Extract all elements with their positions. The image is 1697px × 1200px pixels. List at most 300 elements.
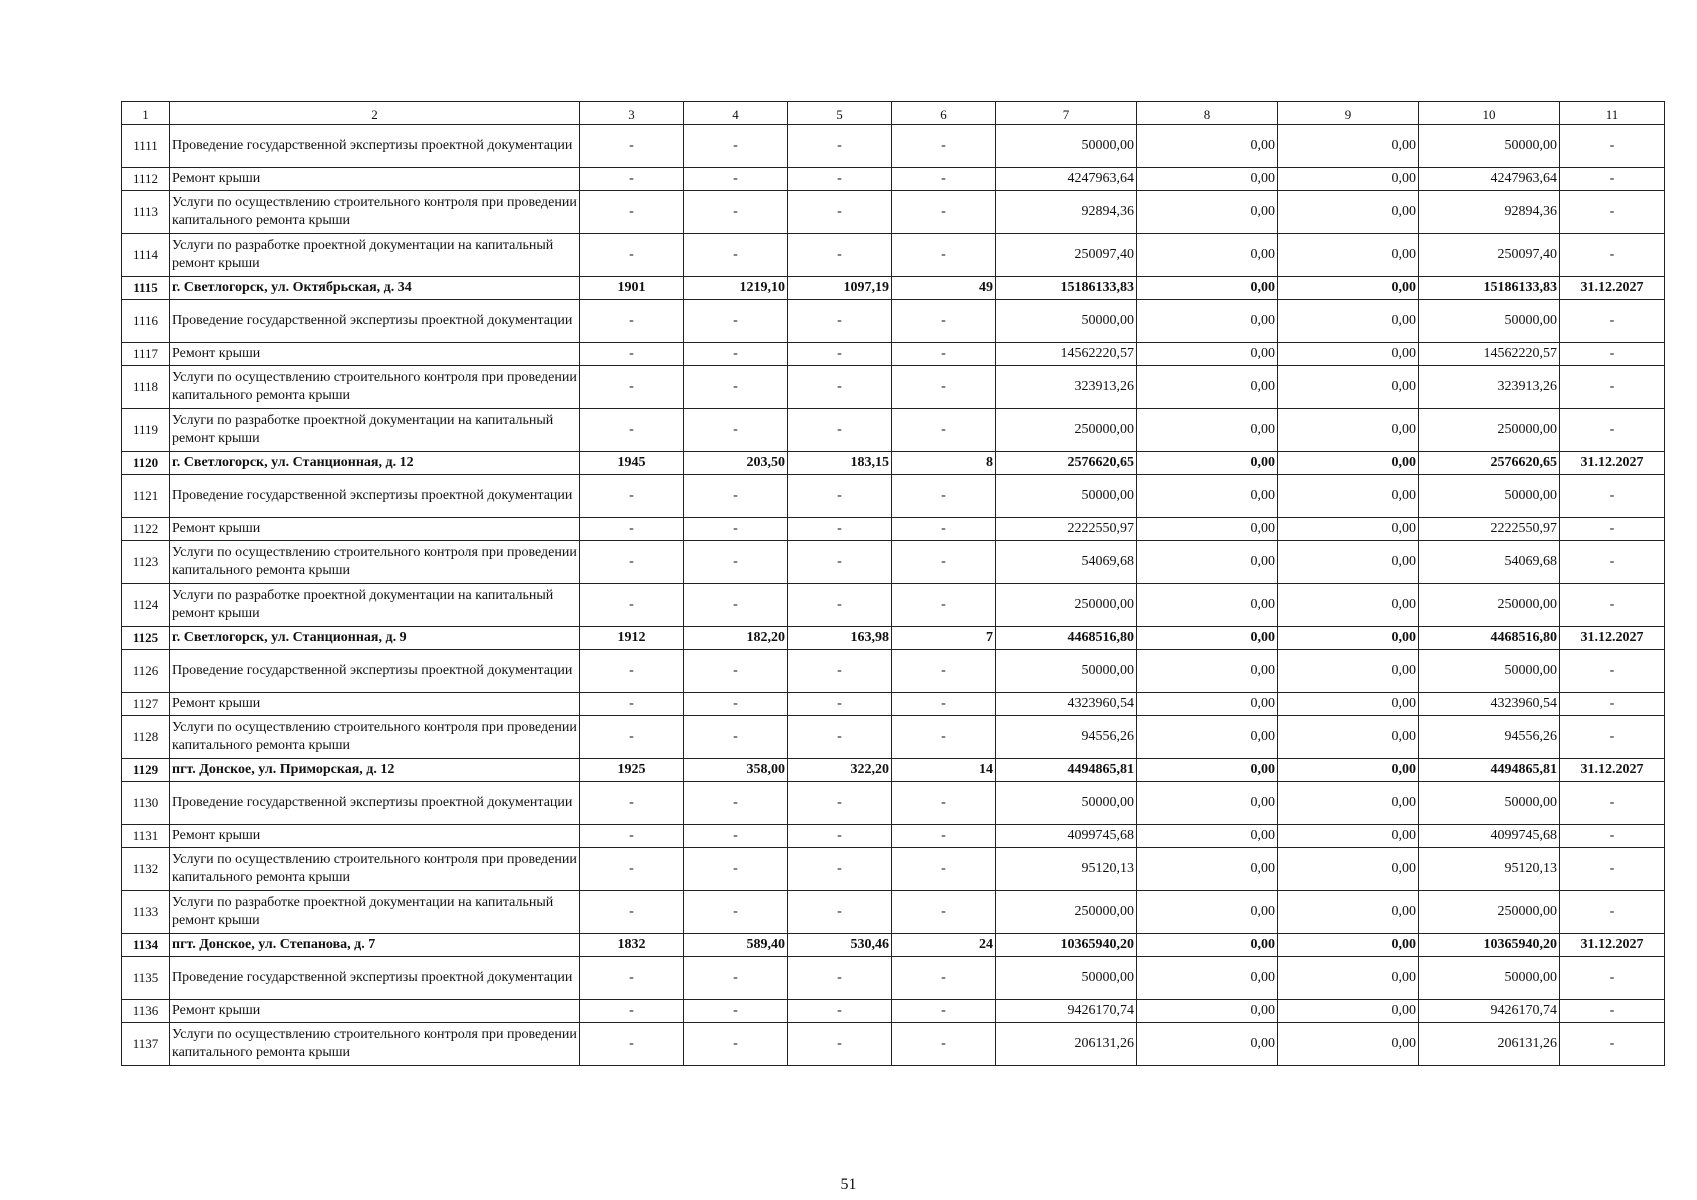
col-6-value: - xyxy=(892,848,996,891)
row-number: 1122 xyxy=(122,518,170,541)
row-number: 1131 xyxy=(122,825,170,848)
work-row xyxy=(122,891,1665,934)
col-4-value: - xyxy=(684,541,788,584)
row-name: Услуги по разработке проектной документации на капитальный ремонт крыши xyxy=(170,584,580,627)
row-name: Ремонт крыши xyxy=(170,343,580,366)
col-7-value: 50000,00 xyxy=(996,300,1137,343)
col-8-value: 0,00 xyxy=(1137,343,1278,366)
col-5-value: - xyxy=(788,343,892,366)
col-9-value: 0,00 xyxy=(1278,934,1419,957)
row-name: Услуги по осуществлению строительного контроля при проведении капитального ремонта крыши xyxy=(170,541,580,584)
row-name: Услуги по разработке проектной документации на капитальный ремонт крыши xyxy=(170,409,580,452)
col-8-value: 0,00 xyxy=(1137,125,1278,168)
col-3-value: - xyxy=(580,300,684,343)
col-8-value: 0,00 xyxy=(1137,234,1278,277)
column-number: 2 xyxy=(170,102,580,125)
work-row xyxy=(122,650,1665,693)
col-10-value: 50000,00 xyxy=(1419,650,1560,693)
col-5-value: - xyxy=(788,825,892,848)
col-9-value: 0,00 xyxy=(1278,300,1419,343)
row-number: 1134 xyxy=(122,934,170,957)
row-name: пгт. Донское, ул. Приморская, д. 12 xyxy=(170,759,580,782)
col-10-value: 54069,68 xyxy=(1419,541,1560,584)
col-9-value: 0,00 xyxy=(1278,825,1419,848)
col-10-value: 15186133,83 xyxy=(1419,277,1560,300)
col-11-value: 31.12.2027 xyxy=(1560,277,1665,300)
row-number: 1111 xyxy=(122,125,170,168)
col-11-value: - xyxy=(1560,650,1665,693)
col-9-value: 0,00 xyxy=(1278,191,1419,234)
address-row xyxy=(122,452,1665,475)
col-8-value: 0,00 xyxy=(1137,650,1278,693)
col-6-value: - xyxy=(892,168,996,191)
col-4-value: - xyxy=(684,366,788,409)
col-7-value: 4323960,54 xyxy=(996,693,1137,716)
row-number: 1120 xyxy=(122,452,170,475)
col-11-value: - xyxy=(1560,782,1665,825)
col-5-value: - xyxy=(788,782,892,825)
col-10-value: 250000,00 xyxy=(1419,584,1560,627)
col-7-value: 4494865,81 xyxy=(996,759,1137,782)
col-6-value: - xyxy=(892,957,996,1000)
col-10-value: 4468516,80 xyxy=(1419,627,1560,650)
col-8-value: 0,00 xyxy=(1137,1023,1278,1066)
col-4-value: - xyxy=(684,693,788,716)
col-10-value: 2576620,65 xyxy=(1419,452,1560,475)
col-5-value: - xyxy=(788,650,892,693)
col-5-value: 1097,19 xyxy=(788,277,892,300)
col-11-value: - xyxy=(1560,409,1665,452)
col-5-value: - xyxy=(788,300,892,343)
column-number: 1 xyxy=(122,102,170,125)
col-7-value: 4468516,80 xyxy=(996,627,1137,650)
col-10-value: 10365940,20 xyxy=(1419,934,1560,957)
col-9-value: 0,00 xyxy=(1278,693,1419,716)
col-9-value: 0,00 xyxy=(1278,409,1419,452)
col-7-value: 206131,26 xyxy=(996,1023,1137,1066)
work-row xyxy=(122,1023,1665,1066)
work-row xyxy=(122,518,1665,541)
row-name: Ремонт крыши xyxy=(170,1000,580,1023)
col-8-value: 0,00 xyxy=(1137,277,1278,300)
work-row xyxy=(122,584,1665,627)
col-8-value: 0,00 xyxy=(1137,825,1278,848)
col-3-value: - xyxy=(580,191,684,234)
column-number: 9 xyxy=(1278,102,1419,125)
col-3-value: - xyxy=(580,782,684,825)
row-name: Услуги по осуществлению строительного контроля при проведении капитального ремонта крыши xyxy=(170,716,580,759)
col-7-value: 250000,00 xyxy=(996,409,1137,452)
col-10-value: 94556,26 xyxy=(1419,716,1560,759)
col-6-value: - xyxy=(892,366,996,409)
address-row xyxy=(122,759,1665,782)
col-3-value: - xyxy=(580,584,684,627)
col-6-value: - xyxy=(892,125,996,168)
col-4-value: - xyxy=(684,650,788,693)
col-10-value: 250000,00 xyxy=(1419,409,1560,452)
col-5-value: - xyxy=(788,1000,892,1023)
col-8-value: 0,00 xyxy=(1137,1000,1278,1023)
col-10-value: 50000,00 xyxy=(1419,475,1560,518)
col-7-value: 323913,26 xyxy=(996,366,1137,409)
row-name: Услуги по разработке проектной документации на капитальный ремонт крыши xyxy=(170,234,580,277)
col-10-value: 4323960,54 xyxy=(1419,693,1560,716)
col-7-value: 4247963,64 xyxy=(996,168,1137,191)
row-number: 1128 xyxy=(122,716,170,759)
col-8-value: 0,00 xyxy=(1137,300,1278,343)
row-number: 1126 xyxy=(122,650,170,693)
col-9-value: 0,00 xyxy=(1278,518,1419,541)
col-11-value: - xyxy=(1560,825,1665,848)
col-6-value: 7 xyxy=(892,627,996,650)
col-9-value: 0,00 xyxy=(1278,627,1419,650)
work-row xyxy=(122,693,1665,716)
row-number: 1115 xyxy=(122,277,170,300)
row-name: г. Светлогорск, ул. Станционная, д. 9 xyxy=(170,627,580,650)
row-number: 1124 xyxy=(122,584,170,627)
col-10-value: 95120,13 xyxy=(1419,848,1560,891)
col-3-value: - xyxy=(580,125,684,168)
column-number: 10 xyxy=(1419,102,1560,125)
col-9-value: 0,00 xyxy=(1278,584,1419,627)
col-11-value: - xyxy=(1560,716,1665,759)
col-9-value: 0,00 xyxy=(1278,343,1419,366)
col-4-value: - xyxy=(684,125,788,168)
col-11-value: - xyxy=(1560,191,1665,234)
col-11-value: 31.12.2027 xyxy=(1560,452,1665,475)
row-number: 1132 xyxy=(122,848,170,891)
col-11-value: - xyxy=(1560,693,1665,716)
col-5-value: - xyxy=(788,475,892,518)
row-number: 1130 xyxy=(122,782,170,825)
col-11-value: - xyxy=(1560,518,1665,541)
col-5-value: 322,20 xyxy=(788,759,892,782)
row-name: Ремонт крыши xyxy=(170,518,580,541)
col-3-value: - xyxy=(580,891,684,934)
row-name: Ремонт крыши xyxy=(170,693,580,716)
col-5-value: - xyxy=(788,848,892,891)
row-number: 1127 xyxy=(122,693,170,716)
col-4-value: - xyxy=(684,957,788,1000)
col-4-value: 182,20 xyxy=(684,627,788,650)
col-11-value: - xyxy=(1560,366,1665,409)
row-name: Услуги по осуществлению строительного контроля при проведении капитального ремонта крыши xyxy=(170,1023,580,1066)
row-number: 1114 xyxy=(122,234,170,277)
col-11-value: - xyxy=(1560,125,1665,168)
column-number: 11 xyxy=(1560,102,1665,125)
col-6-value: - xyxy=(892,782,996,825)
col-9-value: 0,00 xyxy=(1278,475,1419,518)
row-name: Ремонт крыши xyxy=(170,825,580,848)
col-7-value: 14562220,57 xyxy=(996,343,1137,366)
col-9-value: 0,00 xyxy=(1278,848,1419,891)
col-4-value: - xyxy=(684,848,788,891)
col-3-value: - xyxy=(580,518,684,541)
col-6-value: - xyxy=(892,234,996,277)
col-7-value: 15186133,83 xyxy=(996,277,1137,300)
row-name: Ремонт крыши xyxy=(170,168,580,191)
col-10-value: 14562220,57 xyxy=(1419,343,1560,366)
work-row xyxy=(122,191,1665,234)
col-8-value: 0,00 xyxy=(1137,475,1278,518)
address-row xyxy=(122,627,1665,650)
col-8-value: 0,00 xyxy=(1137,627,1278,650)
work-row xyxy=(122,300,1665,343)
col-10-value: 4494865,81 xyxy=(1419,759,1560,782)
col-5-value: - xyxy=(788,191,892,234)
address-row xyxy=(122,934,1665,957)
work-row xyxy=(122,409,1665,452)
col-8-value: 0,00 xyxy=(1137,584,1278,627)
col-4-value: - xyxy=(684,168,788,191)
col-8-value: 0,00 xyxy=(1137,518,1278,541)
row-name: Услуги по осуществлению строительного контроля при проведении капитального ремонта крыши xyxy=(170,848,580,891)
col-8-value: 0,00 xyxy=(1137,957,1278,1000)
col-11-value: - xyxy=(1560,168,1665,191)
row-number: 1135 xyxy=(122,957,170,1000)
col-4-value: - xyxy=(684,300,788,343)
column-number: 4 xyxy=(684,102,788,125)
col-10-value: 9426170,74 xyxy=(1419,1000,1560,1023)
col-10-value: 50000,00 xyxy=(1419,125,1560,168)
col-8-value: 0,00 xyxy=(1137,409,1278,452)
col-5-value: 530,46 xyxy=(788,934,892,957)
row-name: Проведение государственной экспертизы проектной документации xyxy=(170,125,580,168)
work-row xyxy=(122,1000,1665,1023)
col-3-value: - xyxy=(580,343,684,366)
col-10-value: 50000,00 xyxy=(1419,782,1560,825)
col-10-value: 50000,00 xyxy=(1419,300,1560,343)
col-3-value: - xyxy=(580,1000,684,1023)
col-11-value: - xyxy=(1560,541,1665,584)
work-row xyxy=(122,848,1665,891)
col-5-value: - xyxy=(788,693,892,716)
col-5-value: - xyxy=(788,125,892,168)
work-row xyxy=(122,957,1665,1000)
col-7-value: 250000,00 xyxy=(996,891,1137,934)
row-number: 1121 xyxy=(122,475,170,518)
row-name: Проведение государственной экспертизы проектной документации xyxy=(170,475,580,518)
row-number: 1117 xyxy=(122,343,170,366)
col-9-value: 0,00 xyxy=(1278,277,1419,300)
col-4-value: 589,40 xyxy=(684,934,788,957)
col-3-value: - xyxy=(580,848,684,891)
col-3-value: 1925 xyxy=(580,759,684,782)
column-number: 3 xyxy=(580,102,684,125)
col-8-value: 0,00 xyxy=(1137,191,1278,234)
col-9-value: 0,00 xyxy=(1278,541,1419,584)
col-6-value: - xyxy=(892,300,996,343)
row-name: Проведение государственной экспертизы проектной документации xyxy=(170,957,580,1000)
col-6-value: - xyxy=(892,1000,996,1023)
row-number: 1112 xyxy=(122,168,170,191)
col-8-value: 0,00 xyxy=(1137,541,1278,584)
col-6-value: 24 xyxy=(892,934,996,957)
col-6-value: - xyxy=(892,891,996,934)
col-8-value: 0,00 xyxy=(1137,759,1278,782)
work-row xyxy=(122,825,1665,848)
col-9-value: 0,00 xyxy=(1278,716,1419,759)
col-8-value: 0,00 xyxy=(1137,891,1278,934)
row-name: Услуги по осуществлению строительного контроля при проведении капитального ремонта крыши xyxy=(170,366,580,409)
col-3-value: - xyxy=(580,366,684,409)
col-4-value: - xyxy=(684,518,788,541)
col-6-value: - xyxy=(892,716,996,759)
col-7-value: 4099745,68 xyxy=(996,825,1137,848)
row-name: пгт. Донское, ул. Степанова, д. 7 xyxy=(170,934,580,957)
column-number: 6 xyxy=(892,102,996,125)
col-11-value: - xyxy=(1560,1023,1665,1066)
col-11-value: - xyxy=(1560,1000,1665,1023)
col-11-value: - xyxy=(1560,848,1665,891)
row-number: 1129 xyxy=(122,759,170,782)
work-row xyxy=(122,475,1665,518)
col-6-value: 14 xyxy=(892,759,996,782)
col-10-value: 250000,00 xyxy=(1419,891,1560,934)
col-10-value: 4099745,68 xyxy=(1419,825,1560,848)
col-6-value: - xyxy=(892,191,996,234)
col-9-value: 0,00 xyxy=(1278,234,1419,277)
col-10-value: 2222550,97 xyxy=(1419,518,1560,541)
col-5-value: - xyxy=(788,168,892,191)
col-7-value: 50000,00 xyxy=(996,125,1137,168)
row-number: 1123 xyxy=(122,541,170,584)
row-number: 1133 xyxy=(122,891,170,934)
col-8-value: 0,00 xyxy=(1137,782,1278,825)
col-7-value: 50000,00 xyxy=(996,957,1137,1000)
col-3-value: - xyxy=(580,957,684,1000)
col-9-value: 0,00 xyxy=(1278,366,1419,409)
work-row xyxy=(122,541,1665,584)
col-6-value: - xyxy=(892,343,996,366)
col-6-value: 49 xyxy=(892,277,996,300)
col-3-value: - xyxy=(580,168,684,191)
col-6-value: - xyxy=(892,1023,996,1066)
col-7-value: 50000,00 xyxy=(996,475,1137,518)
col-9-value: 0,00 xyxy=(1278,650,1419,693)
col-5-value: - xyxy=(788,1023,892,1066)
col-7-value: 250000,00 xyxy=(996,584,1137,627)
col-5-value: 163,98 xyxy=(788,627,892,650)
work-row xyxy=(122,168,1665,191)
col-10-value: 323913,26 xyxy=(1419,366,1560,409)
col-6-value: - xyxy=(892,650,996,693)
col-4-value: - xyxy=(684,409,788,452)
col-5-value: - xyxy=(788,957,892,1000)
col-11-value: 31.12.2027 xyxy=(1560,759,1665,782)
col-8-value: 0,00 xyxy=(1137,168,1278,191)
col-4-value: - xyxy=(684,343,788,366)
col-11-value: - xyxy=(1560,300,1665,343)
row-number: 1137 xyxy=(122,1023,170,1066)
col-9-value: 0,00 xyxy=(1278,782,1419,825)
col-8-value: 0,00 xyxy=(1137,848,1278,891)
col-4-value: - xyxy=(684,191,788,234)
col-7-value: 2576620,65 xyxy=(996,452,1137,475)
col-7-value: 10365940,20 xyxy=(996,934,1137,957)
col-7-value: 92894,36 xyxy=(996,191,1137,234)
col-3-value: - xyxy=(580,650,684,693)
col-5-value: - xyxy=(788,234,892,277)
address-row xyxy=(122,277,1665,300)
row-number: 1136 xyxy=(122,1000,170,1023)
work-row xyxy=(122,782,1665,825)
work-row xyxy=(122,234,1665,277)
col-6-value: - xyxy=(892,541,996,584)
row-name: Проведение государственной экспертизы проектной документации xyxy=(170,300,580,343)
col-9-value: 0,00 xyxy=(1278,1000,1419,1023)
col-4-value: - xyxy=(684,234,788,277)
col-11-value: - xyxy=(1560,957,1665,1000)
row-number: 1118 xyxy=(122,366,170,409)
col-10-value: 50000,00 xyxy=(1419,957,1560,1000)
row-number: 1125 xyxy=(122,627,170,650)
work-row xyxy=(122,343,1665,366)
col-9-value: 0,00 xyxy=(1278,125,1419,168)
row-number: 1116 xyxy=(122,300,170,343)
col-10-value: 250097,40 xyxy=(1419,234,1560,277)
col-4-value: - xyxy=(684,584,788,627)
col-10-value: 206131,26 xyxy=(1419,1023,1560,1066)
col-8-value: 0,00 xyxy=(1137,366,1278,409)
col-11-value: - xyxy=(1560,891,1665,934)
col-5-value: 183,15 xyxy=(788,452,892,475)
col-4-value: 358,00 xyxy=(684,759,788,782)
col-9-value: 0,00 xyxy=(1278,957,1419,1000)
col-7-value: 54069,68 xyxy=(996,541,1137,584)
row-name: г. Светлогорск, ул. Октябрьская, д. 34 xyxy=(170,277,580,300)
col-4-value: - xyxy=(684,891,788,934)
col-5-value: - xyxy=(788,716,892,759)
col-6-value: - xyxy=(892,518,996,541)
row-number: 1119 xyxy=(122,409,170,452)
work-row xyxy=(122,716,1665,759)
row-name: Услуги по разработке проектной документации на капитальный ремонт крыши xyxy=(170,891,580,934)
col-5-value: - xyxy=(788,518,892,541)
column-number: 5 xyxy=(788,102,892,125)
col-11-value: - xyxy=(1560,584,1665,627)
col-3-value: 1945 xyxy=(580,452,684,475)
col-6-value: - xyxy=(892,409,996,452)
col-4-value: - xyxy=(684,475,788,518)
col-9-value: 0,00 xyxy=(1278,1023,1419,1066)
col-6-value: - xyxy=(892,584,996,627)
col-3-value: 1832 xyxy=(580,934,684,957)
column-number-row xyxy=(122,102,1665,125)
col-3-value: 1912 xyxy=(580,627,684,650)
column-number: 7 xyxy=(996,102,1137,125)
col-5-value: - xyxy=(788,541,892,584)
col-3-value: - xyxy=(580,1023,684,1066)
col-7-value: 95120,13 xyxy=(996,848,1137,891)
row-name: г. Светлогорск, ул. Станционная, д. 12 xyxy=(170,452,580,475)
col-3-value: - xyxy=(580,716,684,759)
row-name: Услуги по осуществлению строительного контроля при проведении капитального ремонта крыши xyxy=(170,191,580,234)
col-6-value: - xyxy=(892,693,996,716)
col-5-value: - xyxy=(788,409,892,452)
col-9-value: 0,00 xyxy=(1278,759,1419,782)
col-6-value: - xyxy=(892,475,996,518)
col-10-value: 92894,36 xyxy=(1419,191,1560,234)
col-3-value: - xyxy=(580,234,684,277)
col-5-value: - xyxy=(788,366,892,409)
col-4-value: - xyxy=(684,825,788,848)
col-6-value: 8 xyxy=(892,452,996,475)
works-table xyxy=(121,101,1665,1066)
work-row xyxy=(122,366,1665,409)
col-6-value: - xyxy=(892,825,996,848)
row-name: Проведение государственной экспертизы проектной документации xyxy=(170,650,580,693)
